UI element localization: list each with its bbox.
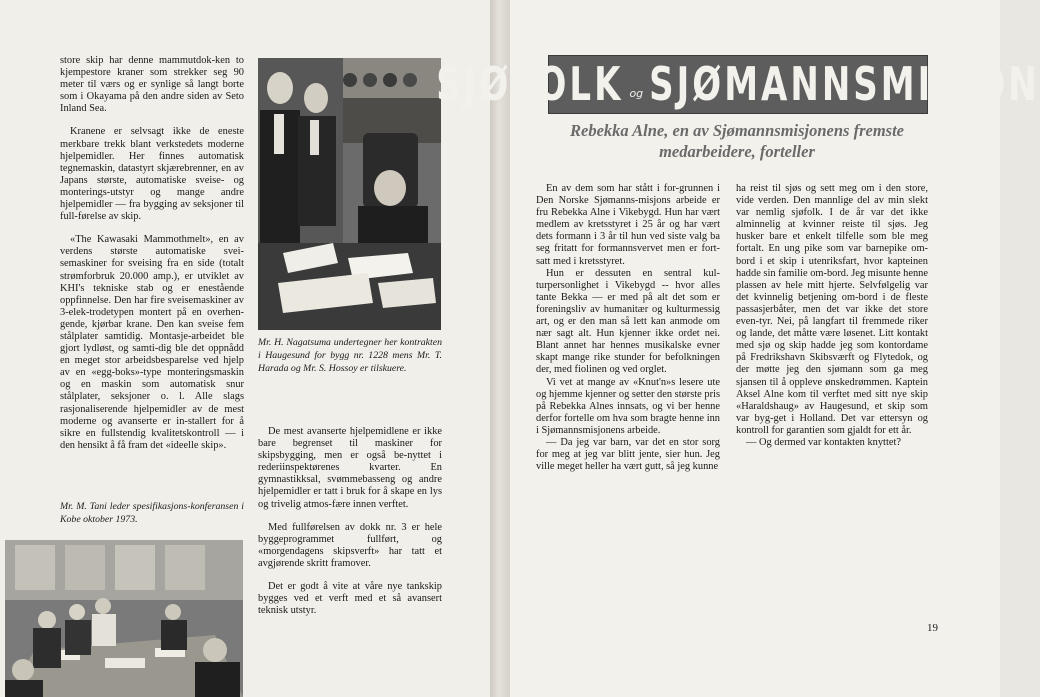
photo-caption-signing: Mr. H. Nagatsuma undertegner her kontrakten i Haugesund for bygg nr. 1228 mens Mr. T. Harada og Mr. S. Hossoy er tilskuere. [258, 337, 442, 374]
paragraph: Det er godt å vite at våre nye tankskip bygges ved et verft med et så avansert teknisk utstyr. [258, 581, 442, 617]
page-number: 19 [927, 622, 938, 634]
paragraph: Hun er dessuten en sentral kul-turpersonlighet i Vikebygd -- hvor alles tante Bekka — er med på alt det som er foreningsliv av humanitær og kulturmessig art, og er den man så lett kan anmode om nær sagt alt. Hun kjenner ikke ordet nei. Blant annet har hennes musikalske evner skapt mange rike stunder for befolkningen der, med fiolinen og ved orglet. [536, 267, 720, 376]
article-subtitle: Rebekka Alne, en av Sjømannsmisjonens fremste medarbeidere, forteller [570, 121, 904, 161]
paragraph: Vi vet at mange av «Knut'n»s lesere ute og hjemme kjenner og setter den største pris på Rebekka Alnes innsats, og vi ber henne derfor fortelle om hva som bragte henne inn i Sjømannsmisjonens arbeide. [536, 376, 720, 436]
banner-word-sjomannsmisjon: SJØMANNSMISJON [649, 57, 1040, 112]
right-column-2 [736, 183, 928, 449]
paragraph: Kranene er selvsagt ikke de eneste merkbare trekk blant verkstedets moderne hjelpemidler. Her finnes automatisk tegnemaskin, datastyrt skjærebrenner, en av Japans største, automatiske sveise- og monterings-utstyr og mange andre hjelpemidler — fra bygging av seksjoner til full-førelse av skip. [60, 126, 244, 223]
photo-spec-conference [5, 540, 243, 697]
left-column-2 [258, 426, 442, 628]
paragraph: — Da jeg var barn, var det en stor sorg for meg at jeg var blitt jente, sier hun. Jeg ville meget heller ha vært gutt, så jeg kunne [536, 436, 720, 473]
paragraph: Med fullførelsen av dokk nr. 3 er hele byggeprogrammet fullført, og «morgendagens skipsverft» har tatt et avgjørende skritt framover. [258, 521, 442, 569]
right-column-1 [536, 183, 720, 473]
paragraph: ha reist til sjøs og sett meg om i den store, vide verden. Den mannlige del av min slekt var nemlig sjøfolk. I de år var det ikke alminnelig at kvinner reiste til sjøs. Jeg husker bare et enkelt tilfelle som ble meg fortalt. En ung pike som var barnepike om-bord i et skip i utenriksfart, hvor kapteinen hadde sin familie om-bord. Jeg misunte henne plassen av hele mitt hjerte. Selvfølgelig var det kvinnelig betjening om-bord i de fleste passasjerbåter, men det var ikke det store even-tyr. Nei, på langfart til fremmede riker og lande, det måtte være løsenet. Litt kontakt med sjø og skip hadde jeg som kontordame på Fredrikshavn Skibsværft og Flytedok, og der møtte jeg den sjømann som ga meg sjansen til å oppleve ønskedrømmen. Kaptein Aksel Alne kom til verftet med sitt nye skip «Haraldshaug» av Haugesund, et skip som var byg-get i Holland. Det var ettersyn og kontroll for garantien som gjaldt for ett år. [736, 183, 928, 436]
paragraph: De mest avanserte hjelpemidlene er ikke bare begrenset til maskiner for skipsbygging, men er også be-nyttet i rederiinspektørenes kvarter. En gymnastikksal, svømmebasseng og andre hjelpemidler er tatt i bruk for å skape en lys og trivelig atmos-fære innen verftet. [258, 426, 442, 510]
section-banner [436, 55, 1040, 114]
paragraph: — Og dermed var kontakten knyttet? [746, 436, 901, 448]
paragraph: En av dem som har stått i for-grunnen i Den Norske Sjømanns-misjons arbeide er fru Rebekka Alne i Vikebygd. Hun har vært medlem av kretsstyret i 25 år og har vært dets formann i 3 år til hun ved siste valg ba seg fritatt for formannsvervet men er fort-satt med i kretsstyret. [536, 183, 720, 267]
banner-connector: og [629, 87, 644, 100]
paragraph: store skip har denne mammutdok-ken to kjempestore kraner som strekker seg 90 meter til værs og er synlige så langt borte som i Okayama på den andre siden av Seto Inland Sea. [60, 55, 244, 115]
photo-contract-signing [258, 58, 441, 330]
photo-caption-conference: Mr. M. Tani leder spesifikasjons-konferansen i Kobe oktober 1973. [60, 501, 244, 525]
banner-word-sjofolk: SJØFOLK [436, 57, 624, 112]
paragraph: «The Kawasaki Mammothmelt», en av verdens største automatiske svei-semaskiner for sveising fra en side (totalt strømforbruk 20.000 amp.), er utviklet av KHI's tekniske stab og er enestående oppfinnelse. Den har fire sveisemaskiner av 3-elek-trodetypen montert på en overhen-gende, kjørbar krane. Den kan sveise fem stålplater samtidig. Montasje-arbeidet ble gjort lydløst, og samti-dig ble det oppnådd en meget stor arbeidsbesparelse ved hjelp av en «egg-boks»-type monteringsmaskin og en maskin som automatisk snur stålplater, seksjoner o. l. Alle slags rasjonaliserende hjelpemidler av de mest moderne og avanserte er in-stallert for å sikre en fullstendig kvalitetskontroll — i den hensikt å få fram det «ideelle skip». [60, 234, 244, 451]
left-column-1 [60, 55, 244, 463]
